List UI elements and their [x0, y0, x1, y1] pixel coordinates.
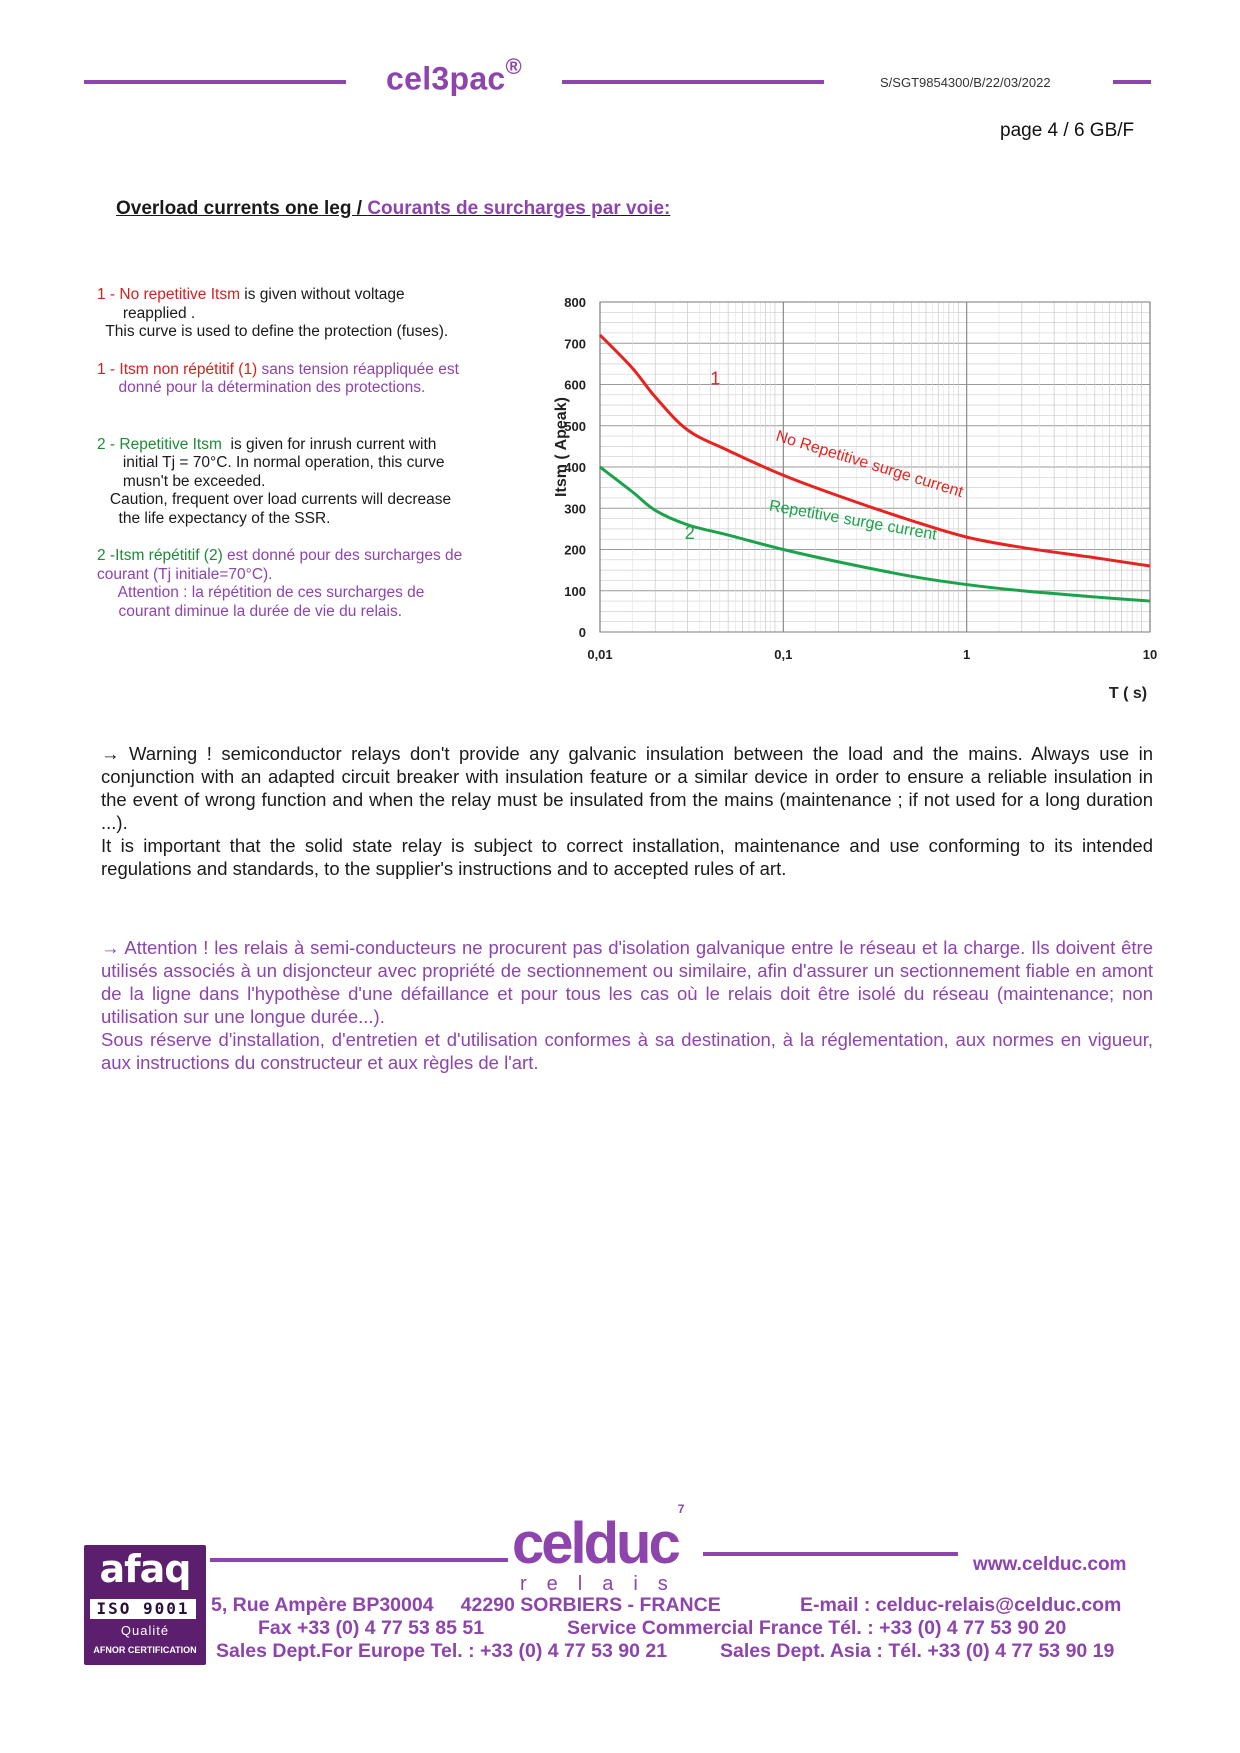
- footer-sales-europe: Sales Dept.For Europe Tel. : +33 (0) 4 77 53 90 21: [216, 1640, 668, 1662]
- warning-en: [101, 742, 1153, 880]
- warning-en-p1: → Warning ! semiconductor relays don't provide any galvanic insulation between the load and the mains. Always use in conjunction with an adapted circuit breaker with insulation feature or a similar device in order to ensure a reliable insulation in the event of wrong function and when the relay must be insulated from the mains (maintenance ; if not used for a long duration ...).: [101, 743, 1153, 833]
- page-number: page 4 / 6 GB/F: [1000, 120, 1135, 141]
- x-tick-label: 10: [1142, 647, 1158, 662]
- header-rule-left: [84, 80, 346, 84]
- x-tick-label: 0,1: [774, 647, 793, 662]
- header-rule-mid: [562, 80, 824, 84]
- note-2-fr-line-3: Attention : la répétition de ces surcharges de: [97, 584, 425, 601]
- y-tick-label: 800: [564, 295, 586, 310]
- footer-rule-left: [210, 1558, 508, 1562]
- note-2-line-2: initial Tj = 70°C. In normal operation, this curve: [97, 454, 445, 471]
- note-2-fr-prefix: 2 -Itsm répétitif (2): [97, 547, 223, 564]
- celduc-logo: [512, 1501, 685, 1577]
- note-1-fr-line-1: [97, 361, 517, 380]
- x-axis-label: T ( s): [1108, 685, 1148, 702]
- footer-sales-asia: Sales Dept. Asia : Tél. +33 (0) 4 77 53 90 19: [720, 1640, 1115, 1662]
- note-2-fr-rest: est donné pour des surcharges de: [222, 547, 463, 564]
- note-2-line-4: Caution, frequent over load currents will decrease: [97, 491, 452, 508]
- curve-number-1: 1: [710, 368, 721, 389]
- celduc-logo-text: celduc: [512, 1511, 678, 1576]
- y-tick-label: 500: [564, 418, 586, 434]
- series-line-repetitive: [600, 467, 1150, 601]
- note-1-line-3: This curve is used to define the protection (fuses).: [97, 323, 449, 340]
- afaq-logo-text: afaq: [99, 1547, 191, 1591]
- y-tick-label: 600: [564, 377, 586, 393]
- note-1-line-1: [97, 286, 517, 305]
- afaq-cert-text: AFNOR CERTIFICATION: [93, 1645, 197, 1655]
- website-link[interactable]: www.celduc.com: [973, 1554, 1127, 1575]
- curve-label-repetitive: Repetitive surge current: [767, 497, 939, 544]
- note-1-fr-rest: sans tension réappliquée est: [257, 360, 459, 378]
- section-title: [116, 198, 670, 220]
- surge-current-chart: [520, 290, 1180, 710]
- curve-label-non-repetitive: No Repetitive surge current: [773, 427, 966, 501]
- brand-title: [386, 54, 523, 98]
- note-1-line-2: reapplied .: [97, 304, 196, 322]
- warning-fr-p2: Sous réserve d'installation, d'entretien et d'utilisation conformes à sa destination, à la réglementation, aux normes en vigueur, aux instructions du constructeur et aux règles de l'art.: [101, 1029, 1153, 1073]
- section-title-fr: Courants de surcharges par voie:: [367, 198, 671, 219]
- warning-fr-p1: → Attention ! les relais à semi-conducteurs ne procurent pas d'isolation galvanique entre le réseau et la charge. Ils doivent être utilisés associés à un disjoncteur avec propriété de sectionnement ou similaire, afin d'assurer un sectionnement fiable en amont de la ligne dans l'hypothèse d'une défaillance et pour tous les cas où le relais doit être isolé du réseau (maintenance; non utilisation sur une longue durée...).: [101, 937, 1153, 1027]
- warning-fr: [101, 936, 1153, 1074]
- note-2-line-5: the life expectancy of the SSR.: [97, 509, 331, 527]
- x-tick-label: 1: [963, 647, 971, 662]
- y-tick-label: 100: [564, 583, 586, 599]
- note-2-fr-line-2: courant (Tj initiale=70°C).: [97, 565, 273, 583]
- y-tick-label: 0: [578, 625, 586, 640]
- note-2-rest: is given for inrush current with: [221, 435, 437, 453]
- footer-address: 5, Rue Ampère BP30004 42290 SORBIERS - FRANCE: [211, 1594, 721, 1616]
- x-tick-label: 0,01: [587, 647, 613, 662]
- curve-number-2: 2: [684, 523, 695, 544]
- afaq-iso-logo: [84, 1545, 206, 1665]
- footer-service-fr: Service Commercial France Tél. : +33 (0) 4 77 53 90 20: [567, 1617, 1067, 1639]
- footer-rule-right: [703, 1552, 958, 1556]
- afaq-iso-text: ISO 9001: [90, 1599, 196, 1619]
- brand-name: cel3pac: [386, 60, 506, 97]
- note-2-line-1: [97, 436, 517, 455]
- afaq-qualite-text: Qualité: [120, 1623, 170, 1638]
- y-tick-label: 400: [564, 460, 586, 475]
- celduc-logo-mark: 7: [677, 1501, 685, 1516]
- note-1-rest: is given without voltage: [240, 286, 405, 303]
- note-1-fr-line-2: donné pour la détermination des protections.: [97, 379, 426, 396]
- y-tick-label: 700: [564, 336, 586, 352]
- y-tick-label: 300: [564, 501, 586, 517]
- note-1-prefix: 1 - No repetitive Itsm: [97, 286, 240, 303]
- note-1-fr-prefix: 1 - Itsm non répétitif (1): [97, 360, 258, 378]
- curve-notes: [97, 286, 517, 621]
- brand-mark: ®: [505, 54, 523, 79]
- header-rule-right: [1113, 80, 1151, 84]
- section-title-en: Overload currents one leg /: [116, 198, 363, 219]
- y-tick-label: 200: [564, 542, 586, 558]
- celduc-logo-sub: relais: [520, 1573, 688, 1595]
- note-2-prefix: 2 - Repetitive Itsm: [97, 435, 222, 453]
- footer-email[interactable]: E-mail : celduc-relais@celduc.com: [800, 1594, 1122, 1616]
- note-2-line-3: musn't be exceeded.: [97, 472, 266, 490]
- footer-fax: Fax +33 (0) 4 77 53 85 51: [258, 1617, 485, 1639]
- note-2-fr-line-4: courant diminue la durée de vie du relais.: [97, 602, 403, 620]
- note-2-fr-line-1: [97, 547, 517, 566]
- y-axis-label: Itsm ( Apeak): [553, 397, 570, 497]
- document-reference: S/SGT9854300/B/22/03/2022: [880, 75, 1051, 90]
- warning-en-p2: It is important that the solid state relay is subject to correct installation, maintenance and use conforming to its intended regulations and standards, to the supplier's instructions and to accepted rules of art.: [101, 835, 1153, 879]
